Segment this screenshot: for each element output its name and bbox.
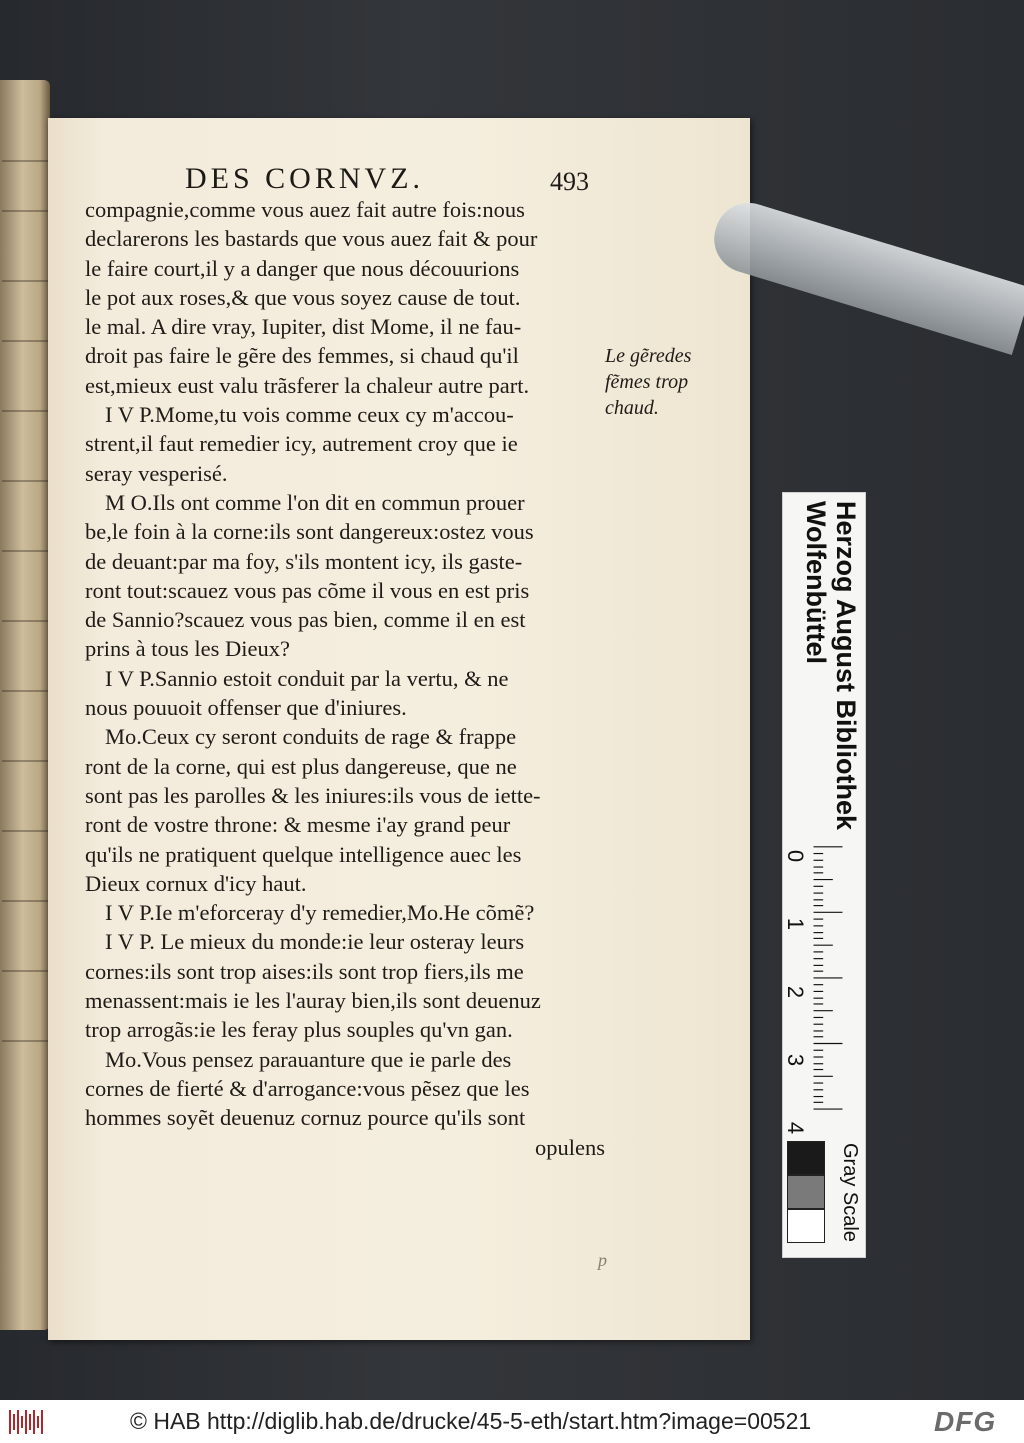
text-line: cornes de fierté & d'arrogance:vous pẽsez que les <box>85 1075 530 1101</box>
text-line: droit pas faire le gẽre des femmes, si chaud qu'il <box>85 343 519 369</box>
page-number: 493 <box>550 167 589 196</box>
ruler-number: 4 <box>783 1121 809 1135</box>
hab-logo-icon <box>8 1408 44 1436</box>
text-line: qu'ils ne pratiquent quelque intelligence auec les <box>85 841 522 867</box>
text-line: le pot aux roses,& que vous soyez cause de tout. <box>85 284 521 310</box>
text-line: ront de vostre throne: & mesme i'ay grand peur <box>85 812 511 838</box>
text-line: Mo.Vous pensez parauanture que ie parle des <box>105 1046 512 1072</box>
marginal-note-line: fẽmes trop <box>605 371 689 393</box>
text-line: strent,il faut remedier icy, autrement croy que ie <box>85 431 518 457</box>
text-line: ront tout:scauez vous pas cõme il vous en est pris <box>85 577 530 603</box>
text-line: prins à tous les Dieux? <box>85 636 290 662</box>
text-line: Mo.Ceux cy seront conduits de rage & frappe <box>105 724 517 750</box>
text-line: I V P. Le mieux du monde:ie leur osteray leurs <box>105 929 525 955</box>
page-body-text <box>85 195 605 1162</box>
text-line: I V P.Mome,tu vois comme ceux cy m'accou- <box>105 402 514 428</box>
ruler-number: 1 <box>783 917 809 931</box>
text-line: I V P.Sannio estoit conduit par la vertu, & ne <box>105 665 509 691</box>
text-line: M O.Ils ont comme l'on dit en commun prouer <box>105 489 525 515</box>
text-line: ront de la corne, qui est plus dangereuse, que ne <box>85 753 517 779</box>
dfg-logo: DFG <box>934 1406 997 1437</box>
ruler-title <box>801 501 861 830</box>
scale-ruler <box>782 492 866 1258</box>
text-line: be,le foin à la corne:ils sont dangereux:ostez vous <box>85 519 534 545</box>
text-line: cornes:ils sont trop aises:ils sont trop fiers,ils me <box>85 958 524 984</box>
text-line: trop arrogãs:ie les feray plus souples qu'vn gan. <box>85 1017 513 1043</box>
ruler-ticks <box>813 841 843 1111</box>
text-line: compagnie,comme vous auez fait autre fois:nous <box>85 197 525 222</box>
ruler-number: 2 <box>783 985 809 999</box>
text-line: de deuant:par ma foy, s'ils montent icy, ils gaste- <box>85 548 523 574</box>
footer-credit-link[interactable]: © HAB http://diglib.hab.de/drucke/45-5-eth/start.htm?image=00521 <box>130 1408 812 1434</box>
facing-page-edge <box>0 80 50 1330</box>
text-line: est,mieux eust valu trãsferer la chaleur autre part. <box>85 372 530 398</box>
text-line: de Sannio?scauez vous pas bien, comme il en est <box>85 607 526 633</box>
gray-swatch-black <box>787 1141 825 1175</box>
ruler-title-line: Herzog August Bibliothek <box>831 501 861 830</box>
text-line: seray vesperisé. <box>85 460 228 486</box>
ruler-title-line: Wolfenbüttel <box>801 501 831 664</box>
text-line: hommes soyẽt deuenuz cornuz pource qu'ils sont <box>85 1105 526 1131</box>
ruler-number: 3 <box>783 1053 809 1067</box>
text-line: sont pas les parolles & les iniures:ils vous de iette- <box>85 782 541 808</box>
marginal-note-line: Le gẽredes <box>605 345 692 367</box>
text-line: menassent:mais ie les l'auray bien,ils sont deuenuz <box>85 988 541 1014</box>
text-line: I V P.Ie m'eforceray d'y remedier,Mo.He cõmẽ? <box>105 900 535 926</box>
text-line: le mal. A dire vray, Iupiter, dist Mome, il ne fau- <box>85 314 522 340</box>
text-line: Dieux cornux d'icy haut. <box>85 870 307 896</box>
marginal-note-line: chaud. <box>605 397 659 419</box>
gray-scale-swatches <box>787 1141 825 1245</box>
text-line: le faire court,il y a danger que nous découurions <box>85 255 520 281</box>
marginal-note <box>605 343 715 421</box>
gray-scale-label: Gray Scale <box>839 1143 861 1242</box>
gray-swatch-mid <box>787 1175 825 1209</box>
text-line: nous pouuoit offenser que d'iniures. <box>85 695 407 721</box>
catchword: opulens <box>535 1134 605 1160</box>
text-line: declarerons les bastards que vous auez fait & pour <box>85 226 538 252</box>
ruler-number: 0 <box>783 849 809 863</box>
running-head: DES CORNVZ. <box>185 162 425 195</box>
footer-bar <box>0 1400 1024 1443</box>
gray-swatch-white <box>787 1209 825 1243</box>
pencil-mark: p <box>598 1250 607 1270</box>
